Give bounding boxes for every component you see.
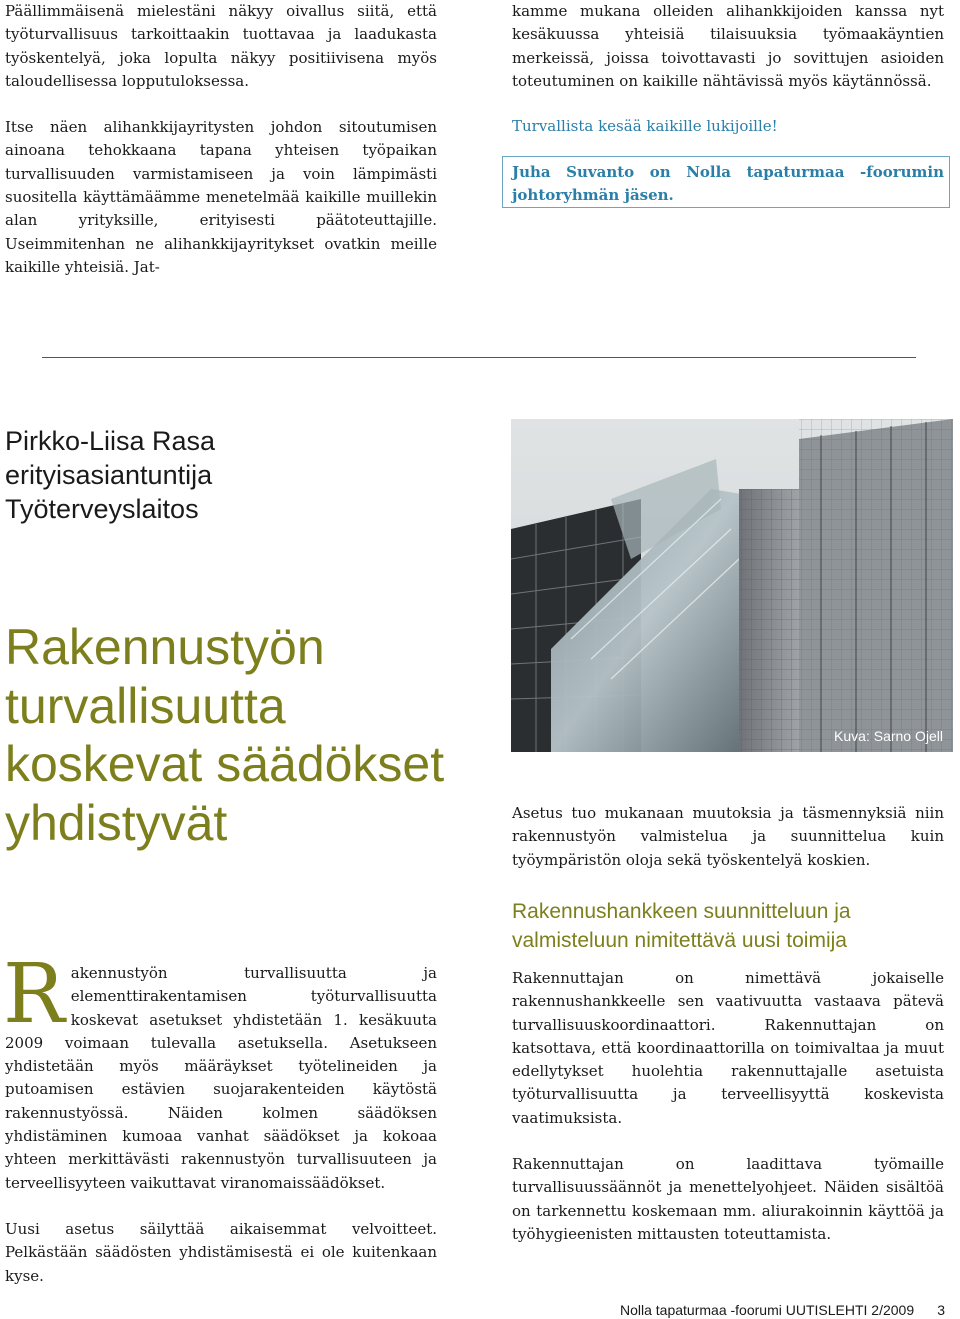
author-note-box [502,156,950,208]
section-divider [42,357,916,358]
page-number: 3 [937,1302,946,1318]
body-paragraph: Rakennuttajan on nimettävä jokaiselle rakennushankkeelle sen vaativuutta vastaava pätevä turvallisuuskoordinaattori. Rakennuttajan on katsottava, että koordinaattorilla on toimivaltaa ja muut edellytykset huolehtia rakennuttajalle asetuista työturvallisuutta ja terveellisyyttä koskevista vaatimuksista. [512,969,944,1127]
drop-cap: R [3,947,65,1042]
body-paragraph: Uusi asetus säilyttää aikaisemmat velvoitteet. Pelkästään säädösten yhdistämisestä ei ole kuitenkaan kyse. [5,1219,437,1285]
author-organization: Työterveyslaitos [5,494,199,524]
subheading-line: Rakennushankkeen suunnitteluun ja [512,900,851,923]
author-title: erityisasiantuntija [5,460,213,490]
left-column-top [5,0,437,279]
right-column-top [512,0,944,138]
body-paragraph: Päällimmäisenä mielestäni näkyy oivallus siitä, että työturvallisuus tarkoittaakin tuottavaa ja laadukasta työskentelyä, joka lopulta näkyy positiivisena myös taloudellisessa lopputuloksessa. [5,2,437,90]
subheading-line: valmisteluun nimitettävä uusi toimija [512,929,847,952]
body-paragraph: Rakennuttajan on laadittava työmaille turvallisuussäännöt ja menettelyohjeet. Näiden sisältöä on tarkennettu koskemaan mm. aliurakoinnin käyttöä ja työhygieenisten mittausten toteuttamista. [512,1155,944,1243]
caption-text: Asetus tuo mukanaan muutoksia ja täsmennyksiä niin rakennustyön valmistelua ja suunnittelua kuin työympäristön oloja sekä työskentelyä koskien. [512,804,944,869]
headline-line: Rakennustyön [5,619,325,675]
body-paragraph: akennustyön turvallisuutta ja elementtirakentamisen työturvallisuutta koskevat asetukset yhdistetään 1. kesäkuuta 2009 voimaan tulevalla asetuksella. Asetukseen yhdistetään myös määräykset työtelineiden ja putoamisen estävien suojarakenteiden käytöstä rakennustyössä. Näiden kolmen säädöksen yhdistäminen kumoaa vanhat säädökset ja kokoaa yhteen merkittävästi rakennustyön turvallisuuteen ja terveellisyyteen vaikuttavat viranomaissäädökset. [5,964,437,1192]
author-block [5,424,405,526]
subheading [512,897,944,955]
closing-line: Turvallista kesää kaikille lukijoille! [512,117,778,136]
body-paragraph: Itse näen alihankkijayritysten johdon sitoutumisen ainoana tehokkaana tapana yhteisen työpaikan turvallisuuden varmistamiseen ja voin lämpimästi suositella käyttämäämme menetelmää kaikille muillekin alan yrityksille, erityisesti päätoteuttajille. Useimmitenhan ne alihankkijayritykset ovatkin meille kaikille yhteisiä. Jat- [5,118,437,276]
lead-paragraph [3,947,437,1195]
headline-line: koskevat säädökset [5,736,445,792]
left-column-bottom [3,947,437,1288]
photo-credit: Kuva: Sarno Ojell [834,728,943,744]
publication-name: Nolla tapaturmaa -foorumi UUTISLEHTI 2/2009 [620,1302,915,1318]
photo-caption [512,802,944,872]
author-name: Pirkko-Liisa Rasa [5,426,216,456]
building-photo-illustration [511,419,953,752]
body-paragraph: kamme mukana olleiden alihankkijoiden kanssa nyt kesäkuussa yhteisiä tilaisuuksia työmaakäyntien merkeissä, joissa toivottavasti jo sovittujen asioiden toteutuminen on kaikille nähtävissä myös käytännössä. [512,2,944,90]
headline-line: yhdistyvät [5,794,228,851]
author-note: Juha Suvanto on Nolla tapaturmaa -foorumin johtoryhmän jäsen. [512,163,944,205]
right-column-bottom [512,967,944,1246]
page-footer [620,1300,945,1319]
headline-line: turvallisuutta [5,677,286,734]
article-headline [5,618,485,852]
building-photo [511,419,953,752]
